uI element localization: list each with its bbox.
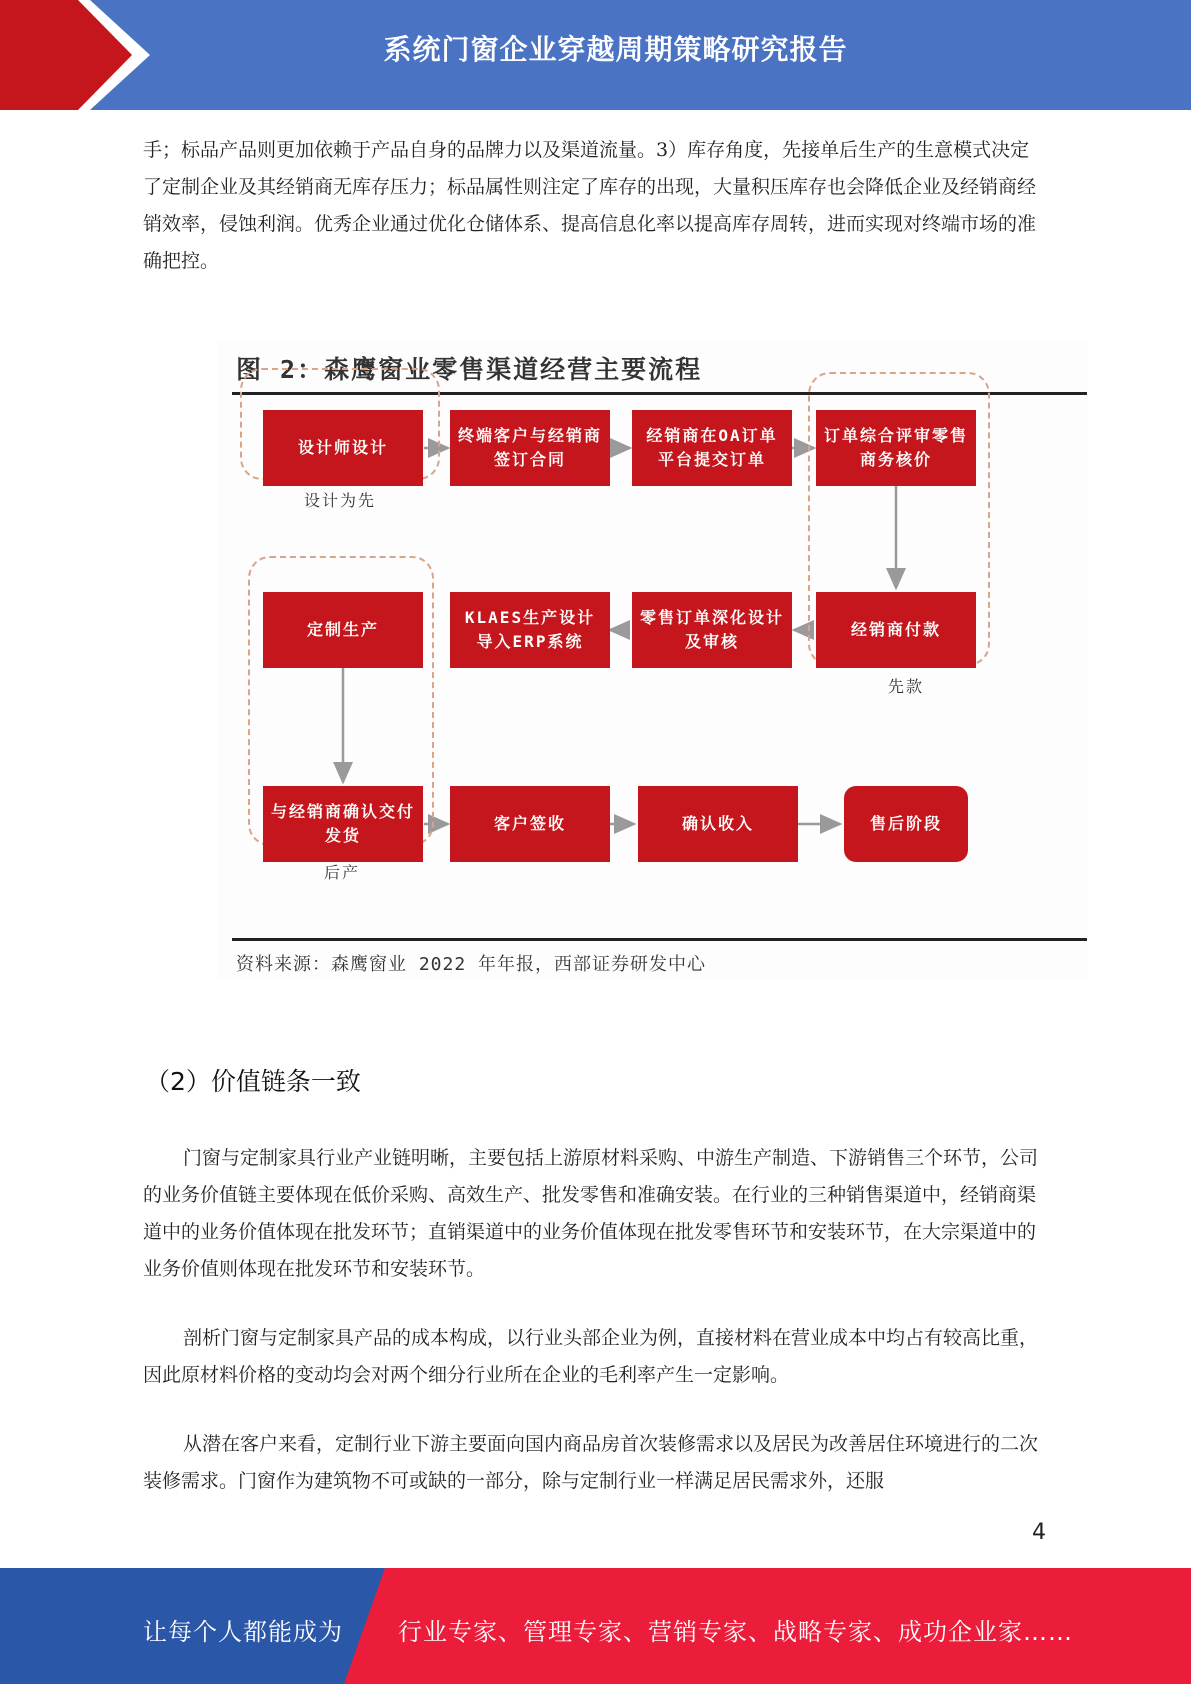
footer-slogan-left: 让每个人都能成为 [143, 1618, 343, 1646]
step-deepen-design: 零售订单深化设计及审核 [632, 592, 792, 668]
figure-source: 资料来源：森鹰窗业 2022 年年报，西部证券研发中心 [236, 954, 707, 975]
caption-production-after: 后产 [324, 863, 361, 882]
page-footer [0, 1568, 1191, 1684]
section-heading: （2）价值链条一致 [145, 1067, 361, 1096]
step-klaes-erp: KLAES生产设计导入ERP系统 [450, 592, 610, 668]
page-header [0, 0, 1191, 110]
step-custom-production: 定制生产 [263, 592, 423, 668]
step-customer-receipt: 客户签收 [450, 786, 610, 862]
step-submit-order: 经销商在OA订单平台提交订单 [632, 410, 792, 486]
figure-bottom-rule [232, 938, 1087, 941]
caption-design-first: 设计为先 [304, 491, 377, 510]
step-sign-contract: 终端客户与经销商签订合同 [450, 410, 610, 486]
caption-payment-first: 先款 [888, 677, 925, 696]
paragraph-potential-customers: 从潜在客户来看，定制行业下游主要面向国内商品房首次装修需求以及居民为改善居住环境进行的二次装修需求。门窗作为建筑物不可或缺的一部分，除与定制行业一样满足居民需求外，还服 [143, 1433, 1039, 1492]
step-confirm-delivery: 与经销商确认交付发货 [263, 786, 423, 862]
step-after-sales: 售后阶段 [844, 786, 968, 862]
step-order-review: 订单综合评审零售商务核价 [816, 410, 976, 486]
paragraph-value-chain: 门窗与定制家具行业产业链明晰，主要包括上游原材料采购、中游生产制造、下游销售三个环节，公司的业务价值链主要体现在低价采购、高效生产、批发零售和准确安装。在行业的三种销售渠道中，经销商渠道中的业务价值体现在批发环节；直销渠道中的业务价值体现在批发零售环节和安装环节，在大宗渠道中的业务价值则体现在批发环节和安装环节。 [143, 1147, 1039, 1280]
step-designer-design: 设计师设计 [263, 410, 423, 486]
report-title: 系统门窗企业穿越周期策略研究报告 [383, 33, 848, 66]
step-confirm-revenue: 确认收入 [638, 786, 798, 862]
intro-paragraph: 手；标品产品则更加依赖于产品自身的品牌力以及渠道流量。3）库存角度，先接单后生产的生意模式决定了定制企业及其经销商无库存压力；标品属性则注定了库存的出现，大量积压库存也会降低企业及经销商经销效率，侵蚀利润。优秀企业通过优化仓储体系、提高信息化率以提高库存周转，进而实现对终端市场的准确把控。 [143, 139, 1037, 272]
process-flow-figure [218, 340, 1088, 980]
paragraph-cost-structure: 剖析门窗与定制家具产品的成本构成，以行业头部企业为例，直接材料在营业成本中均占有较高比重，因此原材料价格的变动均会对两个细分行业所在企业的毛利率产生一定影响。 [143, 1327, 1039, 1386]
figure-title: 图 2：森鹰窗业零售渠道经营主要流程 [236, 355, 703, 384]
page-number: 4 [1032, 1520, 1046, 1545]
step-dealer-payment: 经销商付款 [816, 592, 976, 668]
footer-slogan-right: 行业专家、管理专家、营销专家、战略专家、成功企业家…… [398, 1618, 1073, 1646]
